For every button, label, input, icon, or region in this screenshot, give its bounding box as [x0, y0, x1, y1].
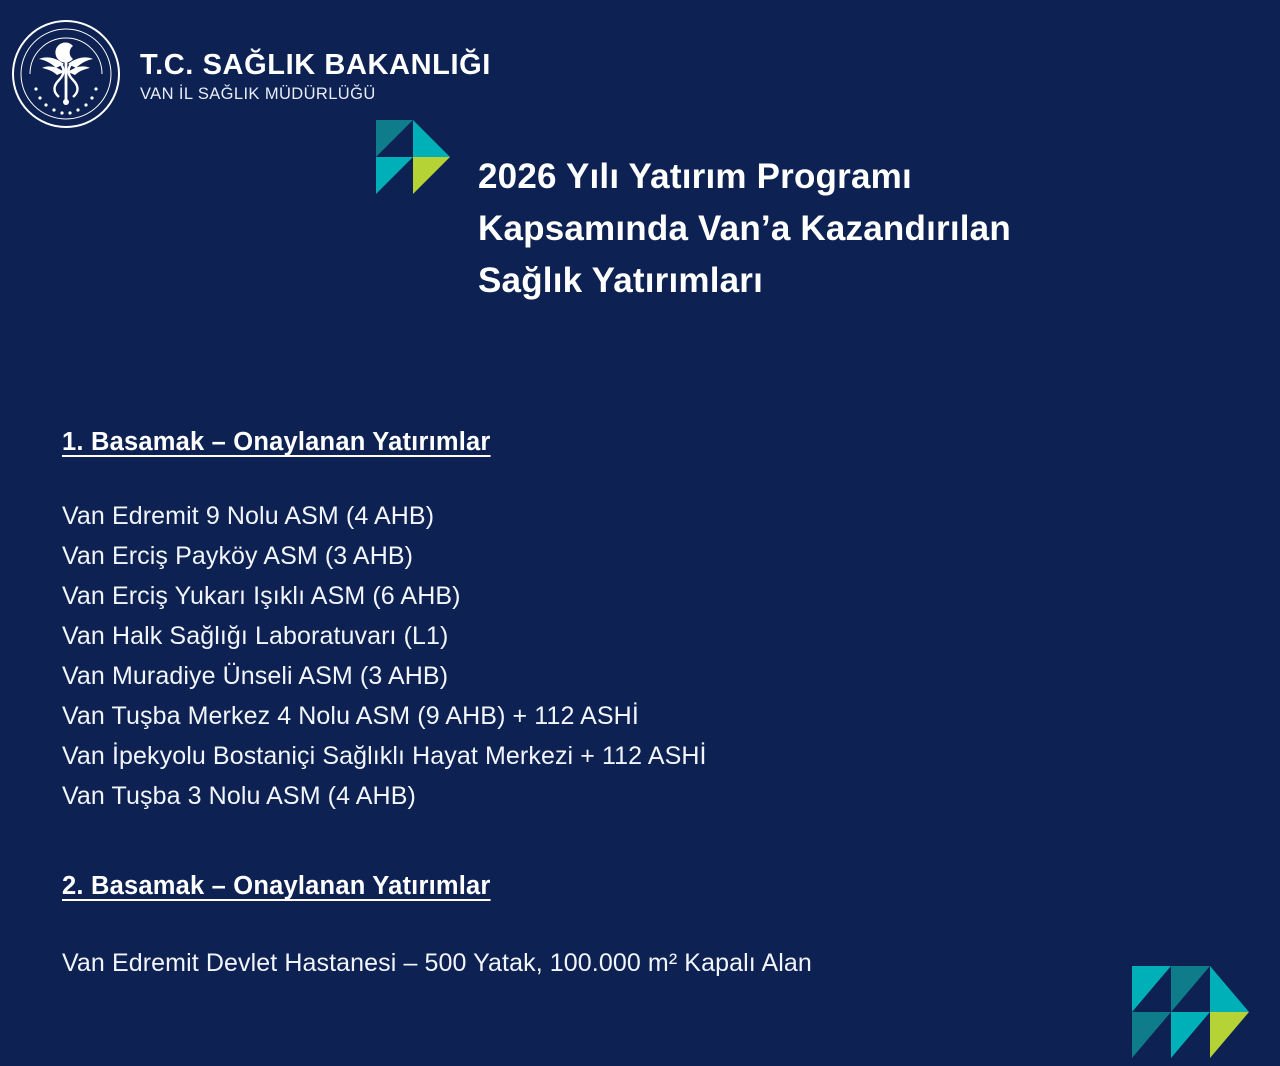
list-item: Van Erciş Payköy ASM (3 AHB)	[62, 542, 414, 570]
investment-list	[62, 943, 1222, 983]
section-second-level	[62, 872, 1222, 983]
list-item: Van Erciş Yukarı Işıklı ASM (6 AHB)	[62, 582, 461, 610]
investment-list	[62, 496, 1222, 816]
section-heading: 2. Basamak – Onaylanan Yatırımlar	[62, 872, 491, 900]
ministry-of-health-emblem-icon	[10, 18, 122, 130]
list-item: Van Muradiye Ünseli ASM (3 AHB)	[62, 662, 449, 690]
list-item: Van Tuşba 3 Nolu ASM (4 AHB)	[62, 782, 416, 810]
list-item: Van Tuşba Merkez 4 Nolu ASM (9 AHB) + 112 ASHİ	[62, 702, 639, 730]
section-heading: 1. Basamak – Onaylanan Yatırımlar	[62, 428, 491, 456]
ministry-title: T.C. SAĞLIK BAKANLIĞI	[140, 48, 491, 81]
triangles-logo-mark-icon	[376, 120, 450, 194]
list-item: Van Halk Sağlığı Laboratuvarı (L1)	[62, 622, 449, 650]
page-title: 2026 Yılı Yatırım Programı Kapsamında Van’a Kazandırılan Sağlık Yatırımları	[478, 157, 1011, 301]
ministry-header	[10, 18, 491, 130]
list-item: Van İpekyolu Bostaniçi Sağlıklı Hayat Merkezi + 112 ASHİ	[62, 742, 707, 770]
ministry-text-block	[140, 44, 491, 104]
triangles-logo-mark-icon	[1132, 966, 1250, 1058]
section-first-level	[62, 428, 1222, 816]
list-item: Van Edremit Devlet Hastanesi – 500 Yatak, 100.000 m² Kapalı Alan	[62, 949, 812, 977]
ministry-subtitle: VAN İL SAĞLIK MÜDÜRLÜĞÜ	[140, 85, 376, 104]
list-item: Van Edremit 9 Nolu ASM (4 AHB)	[62, 502, 435, 530]
